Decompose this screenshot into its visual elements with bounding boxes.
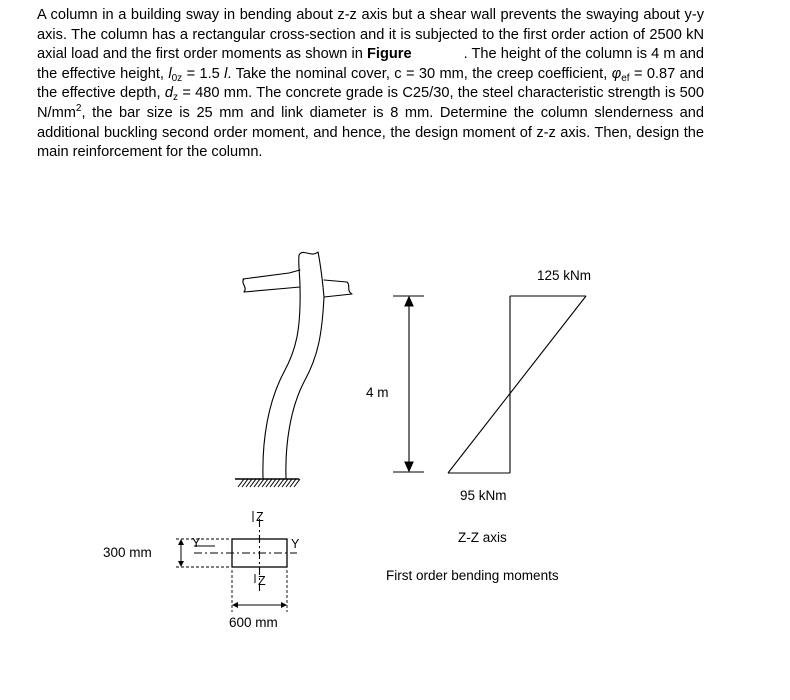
column-break bbox=[299, 252, 318, 255]
creep-symbol: φ bbox=[611, 65, 622, 82]
beam-bottom-edge bbox=[244, 287, 300, 292]
section-width-label: 600 mm bbox=[229, 615, 278, 630]
units-superscript: 2 bbox=[75, 102, 82, 114]
effective-depth-symbol: d bbox=[164, 85, 173, 102]
z-top-label: Z bbox=[256, 510, 264, 524]
problem-text-1: A column in a building sway in bending about z-z axis but a shear wall prevents the swaying about y-y axis. The column has a rectangular cross-section and it is subjected to the first order action of 2500 kN axial load and the first order moments as shown in bbox=[37, 7, 704, 63]
problem-text-7: , the bar size is 25 mm and link diameter is 8 mm. Determine the column slenderness and additional buckling second order moment, and hence, the design moment of z-z axis. Then, design the main reinforcement for the column. bbox=[37, 104, 704, 161]
moment-top-label: 125 kNm bbox=[537, 268, 592, 283]
problem-text-2: . The height of the column is 4 m and the effective height, bbox=[37, 46, 705, 82]
moment-diagonal bbox=[448, 296, 586, 473]
diagram-caption: First order bending moments bbox=[386, 568, 559, 583]
problem-text-4: . Take the nominal cover, c = 30 mm, the creep coefficient, bbox=[227, 65, 608, 82]
y-right-label: Y bbox=[291, 537, 300, 551]
fixed-support bbox=[235, 479, 300, 487]
effective-height-symbol: l bbox=[168, 65, 172, 82]
arrow-down bbox=[405, 462, 413, 471]
column-sketch bbox=[243, 252, 352, 478]
problem-text-5: = 0.87 and the effective depth, bbox=[37, 65, 704, 102]
axis-caption: Z-Z axis bbox=[458, 530, 507, 545]
column-top-left bbox=[299, 255, 300, 287]
beam-top-edge bbox=[243, 270, 300, 279]
column-right-edge bbox=[286, 297, 324, 478]
height-label: 4 m bbox=[366, 385, 389, 400]
cross-section bbox=[176, 519, 297, 612]
y-left-label: Y bbox=[192, 536, 201, 550]
problem-text-3: = 1.5 bbox=[186, 65, 220, 82]
z-bottom-label: Z bbox=[258, 574, 266, 588]
height-symbol: l bbox=[224, 65, 228, 82]
effective-height-subscript: 0z bbox=[171, 72, 183, 84]
effective-depth-subscript: z bbox=[173, 92, 178, 104]
section-depth-label: 300 mm bbox=[103, 545, 152, 560]
problem-text-6: = 480 mm. The concrete grade is C25/30, the steel characteristic strength is 500 N/mm bbox=[37, 85, 705, 121]
column-left-edge bbox=[263, 287, 300, 478]
column-top-right bbox=[318, 252, 324, 297]
figure-reference: Figure bbox=[366, 46, 412, 63]
creep-subscript: ef bbox=[621, 72, 630, 84]
moment-diagram bbox=[448, 296, 586, 473]
height-dimension bbox=[393, 296, 424, 472]
arrow-up bbox=[405, 297, 413, 306]
moment-bottom-label: 95 kNm bbox=[460, 488, 507, 503]
beam-left-break bbox=[243, 279, 245, 292]
beam-right-edge bbox=[324, 280, 352, 297]
